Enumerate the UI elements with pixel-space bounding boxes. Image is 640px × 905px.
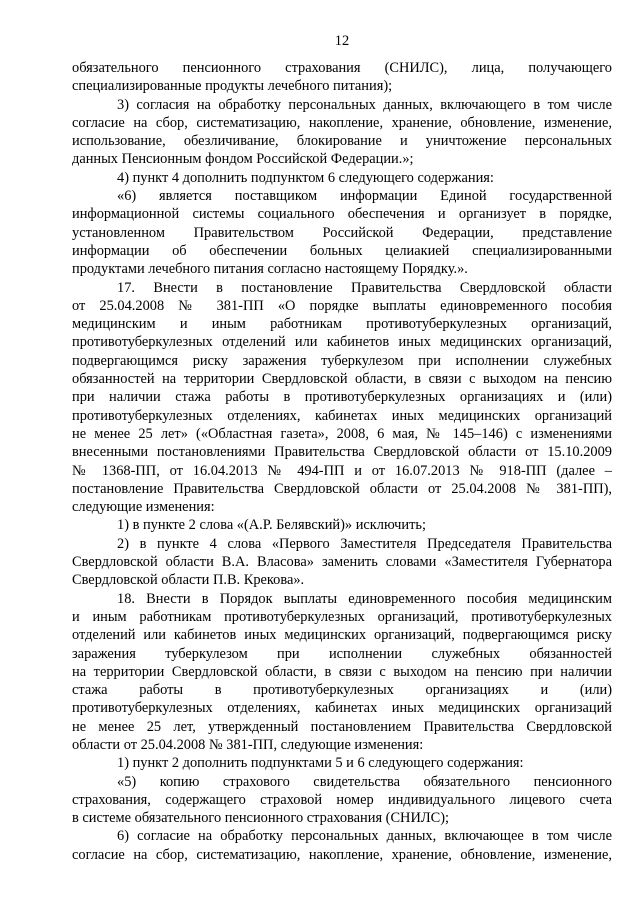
text-line: 1) пункт 2 дополнить подпунктами 5 и 6 следующего содержания: (117, 755, 524, 772)
text-line: 3) согласия на обработку персональных данных, включающего в том числе (117, 96, 612, 113)
text-line: постановление Правительства Свердловской области от 25.04.2008 № 381-ПП), (72, 480, 612, 497)
text-line: 2) в пункте 4 слова «Первого Заместителя Председателя Правительства (117, 535, 612, 552)
text-line: информационной системы социального обеспечения и организует в порядке, (72, 206, 612, 223)
text-line: 1) в пункте 2 слова «(А.Р. Белявский)» исключить; (117, 517, 426, 534)
text-line: не менее 25 лет, утвержденный постановлением Правительства Свердловской (72, 718, 612, 735)
text-line: внесенными постановлениями Правительства Свердловской области от 15.10.2009 (72, 444, 612, 461)
text-line: согласие на сбор, систематизацию, накопление, хранение, обновление, изменение, (72, 114, 612, 131)
document-body (72, 59, 612, 864)
text-line: Свердловской области П.В. Крекова». (72, 572, 305, 589)
page-number: 12 (334, 33, 350, 49)
text-line: «5) копию страхового свидетельства обязательного пенсионного (117, 773, 612, 790)
text-line: 6) согласие на обработку персональных данных, включающее в том числе (117, 828, 612, 845)
text-line: информации об обеспечении больных целиакией специализированными (72, 242, 612, 259)
text-line: заражения туберкулезом при исполнении служебных обязанностей (72, 645, 612, 662)
text-line: от 25.04.2008 № 381-ПП «О порядке выплаты единовременного пособия (72, 297, 612, 314)
text-line: установленном Правительством Российской Федерации, представление (72, 224, 612, 241)
text-line: в системе обязательного пенсионного страхования (СНИЛС); (72, 810, 449, 827)
text-line: и иным работникам противотуберкулезных организаций, противотуберкулезных (72, 608, 612, 625)
text-line: обязательного пенсионного страхования (СНИЛС), лица, получающего (72, 60, 612, 76)
text-line: «6) является поставщиком информации Единой государственной (117, 188, 612, 205)
text-line: на территории Свердловской области, в связи с выходом на пенсию при наличии (72, 663, 612, 680)
text-line: стажа работы в противотуберкулезных организациях и (или) (72, 682, 612, 699)
text-line: согласие на сбор, систематизацию, накопление, хранение, обновление, изменение, (72, 846, 612, 863)
text-line: 18. Внести в Порядок выплаты единовременного пособия медицинским (117, 590, 612, 607)
text-line: 17. Внести в постановление Правительства Свердловской области (117, 279, 612, 296)
text-line: специализированные продукты лечебного питания); (72, 78, 393, 95)
text-line: данных Пенсионным фондом Российской Федерации.»; (72, 151, 414, 168)
text-line: противотуберкулезных отделениях, кабинетах иных медицинских организаций (72, 407, 612, 424)
text-line: следующие изменения: (72, 499, 215, 516)
text-line: Свердловской области В.А. Власова» заменить словами «Заместителя Губернатора (72, 554, 612, 571)
document-page (72, 32, 612, 864)
text-line: не менее 25 лет» («Областная газета», 2008, 6 мая, № 145–146) с изменениями (72, 425, 612, 442)
text-line: подвергающимся риску заражения туберкулезом при исполнении служебных (72, 352, 612, 369)
text-line: 4) пункт 4 дополнить подпунктом 6 следующего содержания: (117, 169, 494, 186)
text-line: обязанностей на территории Свердловской области, в связи с выходом на пенсию (72, 371, 612, 388)
text-line: при наличии стажа работы в противотуберкулезных организациях и (или) (72, 389, 612, 406)
text-line: медицинским и иным работникам противотуберкулезных организаций, (72, 316, 612, 333)
text-line: отделений или кабинетов иных медицинских организаций, подвергающимся риску (72, 627, 612, 644)
text-line: страхования, содержащего страховой номер индивидуального лицевого счета (72, 791, 612, 808)
text-line: области от 25.04.2008 № 381-ПП, следующие изменения: (72, 736, 424, 753)
text-line: использование, обезличивание, блокирование и уничтожение персональных (72, 133, 612, 150)
text-line: № 1368-ПП, от 16.04.2013 № 494-ПП и от 16.07.2013 № 918-ПП (далее – (72, 462, 612, 479)
text-line: противотуберкулезных отделениях, кабинетах иных медицинских организаций (72, 700, 612, 717)
text-line: противотуберкулезных отделений или кабинетов иных медицинских организаций, (72, 334, 612, 351)
text-line: продуктами лечебного питания согласно настоящему Порядку.». (72, 261, 468, 278)
